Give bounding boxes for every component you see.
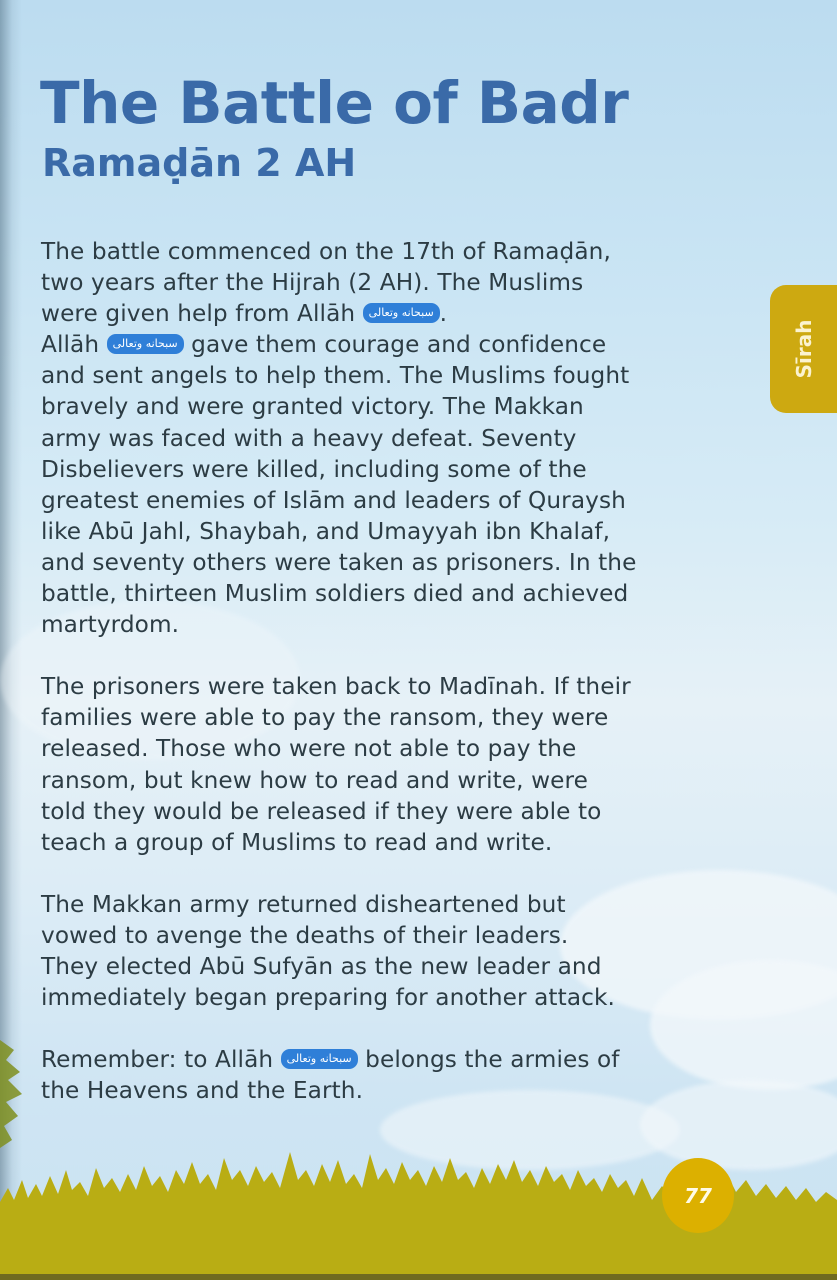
page-number-badge <box>662 1158 734 1233</box>
tree-illustration <box>0 1030 30 1150</box>
page-number: 77 <box>684 1183 712 1208</box>
text-fragment: belongs the armies of <box>365 1046 620 1074</box>
page-title: The Battle of Badr <box>40 69 629 137</box>
body-text <box>41 236 741 1137</box>
text-line: They elected Abū Sufyān as the new leader and <box>41 952 602 980</box>
text-fragment: were given help from Allāh <box>41 300 356 328</box>
text-fragment: . <box>439 300 448 328</box>
text-line: bravely and were granted victory. The Makkan <box>41 393 584 421</box>
text-line: released. Those who were not able to pay the <box>41 735 577 763</box>
honorific-badge: سبحانه وتعالى <box>281 1049 358 1069</box>
text-line: families were able to pay the ransom, they were <box>41 704 609 732</box>
text-line-with-badge <box>41 298 741 329</box>
text-line: battle, thirteen Muslim soldiers died and achieved <box>41 580 629 608</box>
paragraph-1 <box>41 236 741 640</box>
text-line: The prisoners were taken back to Madīnah. If their <box>41 673 631 701</box>
text-fragment: gave them courage and confidence <box>191 331 607 359</box>
text-line-with-badge <box>41 329 741 360</box>
section-tab-sirah[interactable] <box>770 285 837 413</box>
text-line: and seventy others were taken as prisoners. In the <box>41 548 637 576</box>
section-tab-label: Sīrah <box>791 319 816 379</box>
paragraph-3 <box>41 889 741 1013</box>
paragraph-4-reminder <box>41 1044 741 1106</box>
text-line: the Heavens and the Earth. <box>41 1077 364 1105</box>
honorific-badge: سبحانه وتعالى <box>107 334 184 354</box>
honorific-badge: سبحانه وتعالى <box>363 303 440 323</box>
text-line: told they would be released if they were able to <box>41 797 602 825</box>
page-bottom-edge <box>0 1274 837 1280</box>
paragraph-2 <box>41 671 741 858</box>
text-line: army was faced with a heavy defeat. Seventy <box>41 424 577 452</box>
text-fragment: Remember: to Allāh <box>41 1046 274 1074</box>
text-line: ransom, but knew how to read and write, were <box>41 766 589 794</box>
text-line: teach a group of Muslims to read and write. <box>41 828 553 856</box>
text-line: Disbelievers were killed, including some of the <box>41 455 587 483</box>
text-line: immediately began preparing for another attack. <box>41 984 615 1012</box>
text-line: vowed to avenge the deaths of their leaders. <box>41 921 569 949</box>
text-line: The Makkan army returned disheartened but <box>41 890 566 918</box>
page-subtitle: Ramaḍān 2 AH <box>42 141 357 185</box>
text-fragment: Allāh <box>41 331 100 359</box>
text-line: and sent angels to help them. The Muslims fought <box>41 362 630 390</box>
text-line: The battle commenced on the 17th of Ramaḍān, <box>41 238 611 265</box>
text-line: martyrdom. <box>41 611 180 639</box>
text-line-with-badge <box>41 1044 741 1075</box>
text-line: like Abū Jahl, Shaybah, and Umayyah ibn Khalaf, <box>41 517 611 545</box>
text-line: two years after the Hijrah (2 AH). The Muslims <box>41 269 584 297</box>
text-line: greatest enemies of Islām and leaders of Quraysh <box>41 486 626 514</box>
